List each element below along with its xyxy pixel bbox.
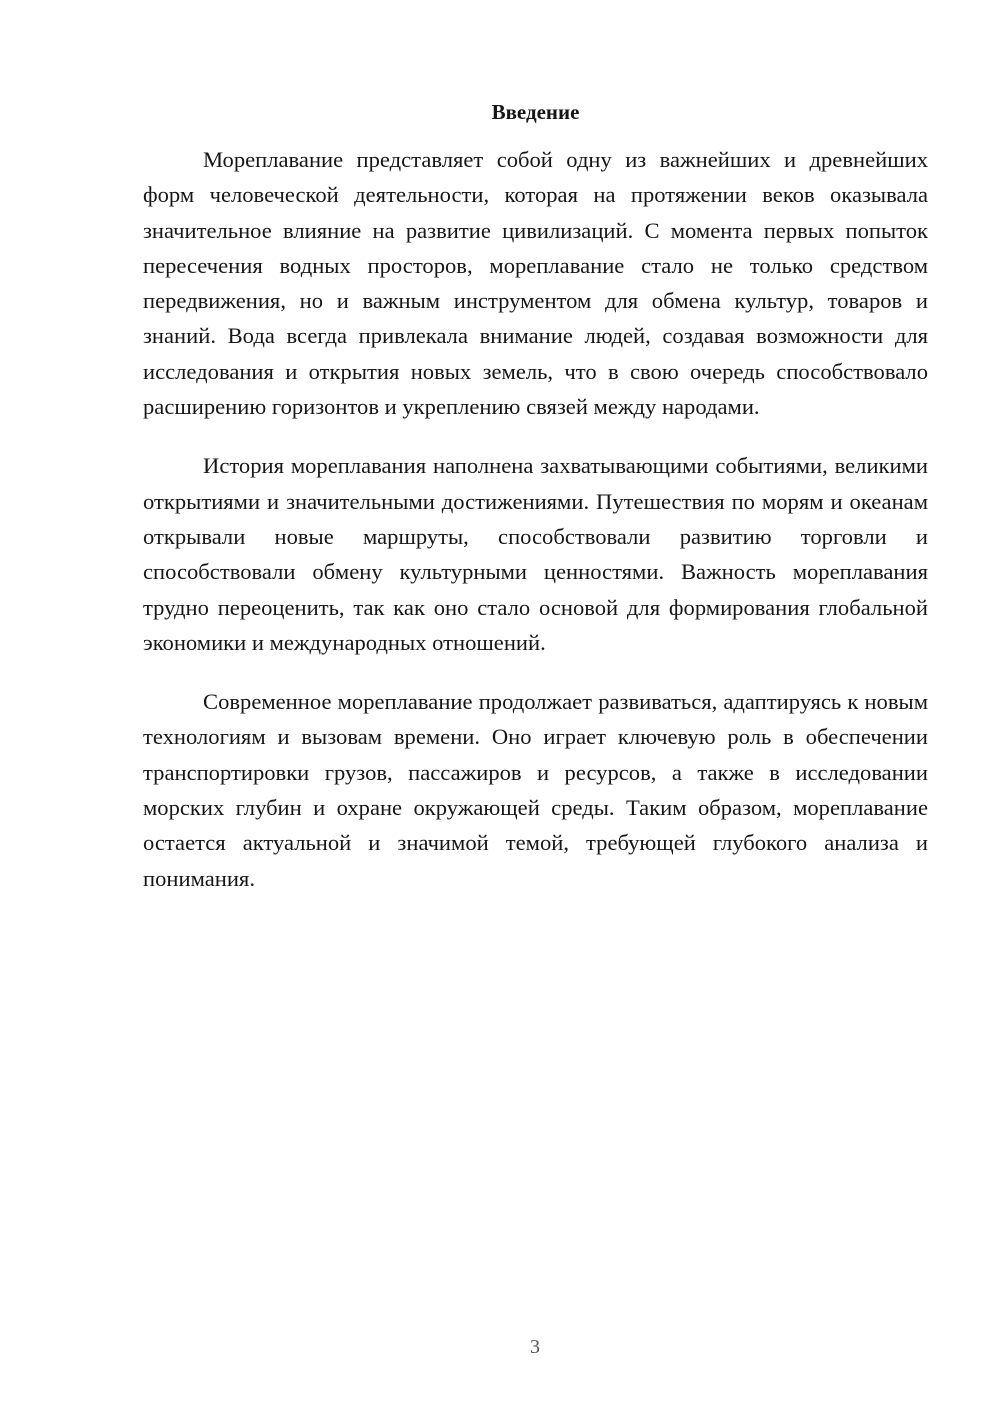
page-number: 3: [530, 1336, 540, 1358]
paragraph-1: Мореплавание представляет собой одну из важнейших и древнейших форм человеческой деятельности, которая на протяжении веков оказывала значительное влияние на развитие цивилизаций. С момента первых попыток пересечения водных просторов, мореплавание стало не только средством передвижения, но и важным инструментом для обмена культур, товаров и знаний. Вода всегда привлекала внимание людей, создавая возможности для исследования и открытия новых земель, что в свою очередь способствовало расширению горизонтов и укреплению связей между народами.: [143, 147, 928, 420]
paragraph-3: Современное мореплавание продолжает развиваться, адаптируясь к новым технологиям и вызовам времени. Оно играет ключевую роль в обеспечении транспортировки грузов, пассажиров и ресурсов, а также в исследовании морских глубин и охране окружающей среды. Таким образом, мореплавание остается актуальной и значимой темой, требующей глубокого анализа и понимания.: [143, 689, 928, 891]
section-heading: Введение: [491, 100, 580, 124]
paragraph-2: История мореплавания наполнена захватывающими событиями, великими открытиями и значительными достижениями. Путешествия по морям и океанам открывали новые маршруты, способствовали развитию торговли и способствовали обмену культурными ценностями. Важность мореплавания трудно переоценить, так как оно стало основой для формирования глобальной экономики и международных отношений.: [143, 453, 928, 655]
body-text: [143, 142, 928, 920]
